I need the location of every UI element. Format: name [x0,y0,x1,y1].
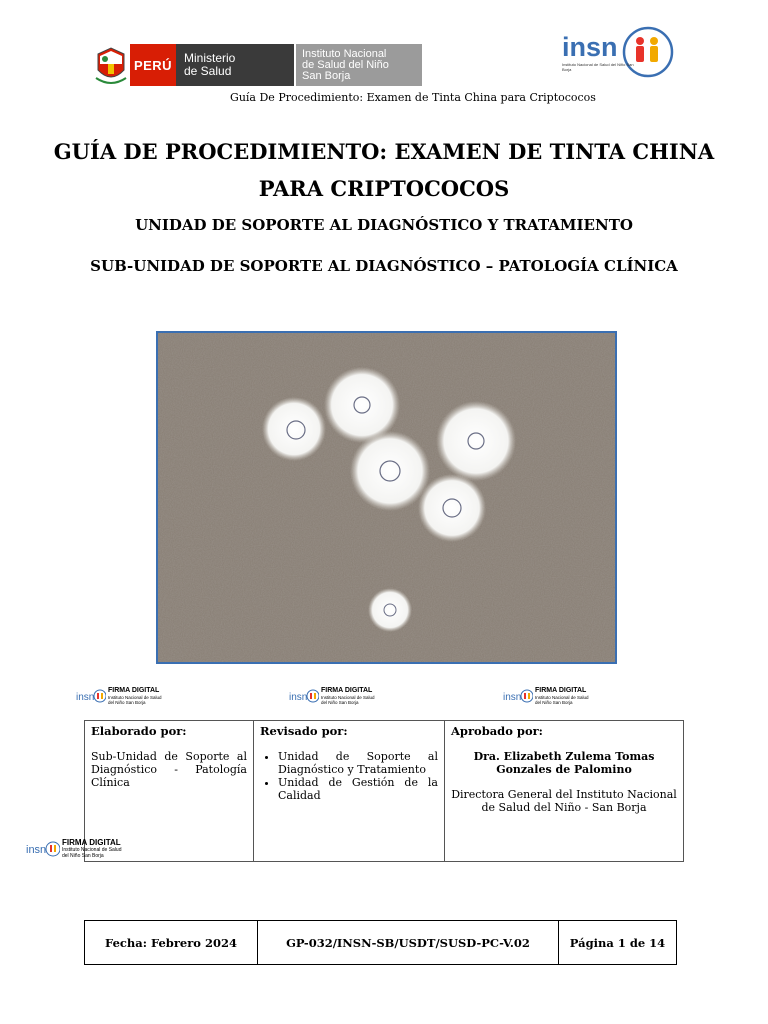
footer-page: Página 1 de 14 [569,935,666,950]
aprobado-column [445,721,683,861]
firma-title: FIRMA DIGITAL [535,687,587,694]
insn-small-logo-icon [76,688,106,704]
approver-name: Dra. Elizabeth Zulema Tomas Gonzales de Palomino [473,750,655,776]
svg-text:insn: insn [76,692,95,703]
insn-logo [560,24,680,84]
svg-text:insn: insn [503,692,522,703]
firma-digital-stamp [503,683,593,709]
ministerio-salud-logo [94,44,422,86]
document-title-line1: GUÍA DE PROCEDIMIENTO: EXAMEN DE TINTA CHINA [53,139,715,164]
insn-logo-caption: Instituto Nacional de Salud del Niño San Borja [562,62,634,72]
ministerio-label: Ministerio de Salud [176,44,294,86]
elaborado-body: Sub-Unidad de Soporte al Diagnóstico - Patología Clínica [91,750,247,789]
insn-small-logo-icon [26,840,60,858]
firma-digital-stamp-large [26,834,126,864]
footer-table [84,920,677,965]
aprobado-heading: Aprobado por: [451,724,543,738]
unit-subtitle: UNIDAD DE SOPORTE AL DIAGNÓSTICO Y TRATAMIENTO [135,216,633,234]
revisado-list [260,750,438,802]
revisado-item: • Unidad de Soporte al Diagnóstico y Tratamiento [278,750,438,776]
firma-digital-stamp [76,683,166,709]
firma-title: FIRMA DIGITAL [108,687,160,694]
insn-small-logo-icon [289,688,319,704]
footer-code: GP-032/INSN-SB/USDT/SUSD-PC-V.02 [258,921,559,964]
peru-coat-of-arms-icon [94,44,128,86]
insn-small-logo-icon [503,688,533,704]
firma-institution: Instituto Nacional de Salud del Niño San Borja [321,695,375,705]
subunit-subtitle: SUB-UNIDAD DE SOPORTE AL DIAGNÓSTICO – PATOLOGÍA CLÍNICA [90,257,678,275]
footer-date: Fecha: Febrero 2024 [85,921,258,964]
firma-title: FIRMA DIGITAL [321,687,373,694]
approver-role: Directora General del Instituto Nacional de Salud del Niño - San Borja [451,788,677,814]
revisado-heading: Revisado por: [260,724,348,738]
elaborado-heading: Elaborado por: [91,724,187,738]
svg-text:insn: insn [289,692,308,703]
revisado-item: • Unidad de Gestión de la Calidad [278,776,438,802]
document-title-line2: PARA CRIPTOCOCOS [258,176,510,201]
micrograph-image [158,333,615,662]
peru-label: PERÚ [130,44,176,86]
firma-institution: Instituto Nacional de Salud del Niño San Borja [108,695,162,705]
firma-title: FIRMA DIGITAL [62,838,121,847]
cryptococcus-micrograph [156,331,617,664]
firma-digital-stamp [289,683,379,709]
running-header: Guía De Procedimiento: Examen de Tinta China para Criptococos [230,91,596,104]
insn-logo-text: insn [562,32,618,62]
svg-text:insn: insn [26,844,47,856]
firma-institution: Instituto Nacional de Salud del Niño San Borja [535,695,589,705]
firma-institution: Instituto Nacional de Salud del Niño San Borja [62,847,122,859]
approval-table [84,720,684,862]
revisado-column [254,721,445,861]
instituto-label: Instituto Nacional de Salud del Niño San Borja [296,44,422,86]
